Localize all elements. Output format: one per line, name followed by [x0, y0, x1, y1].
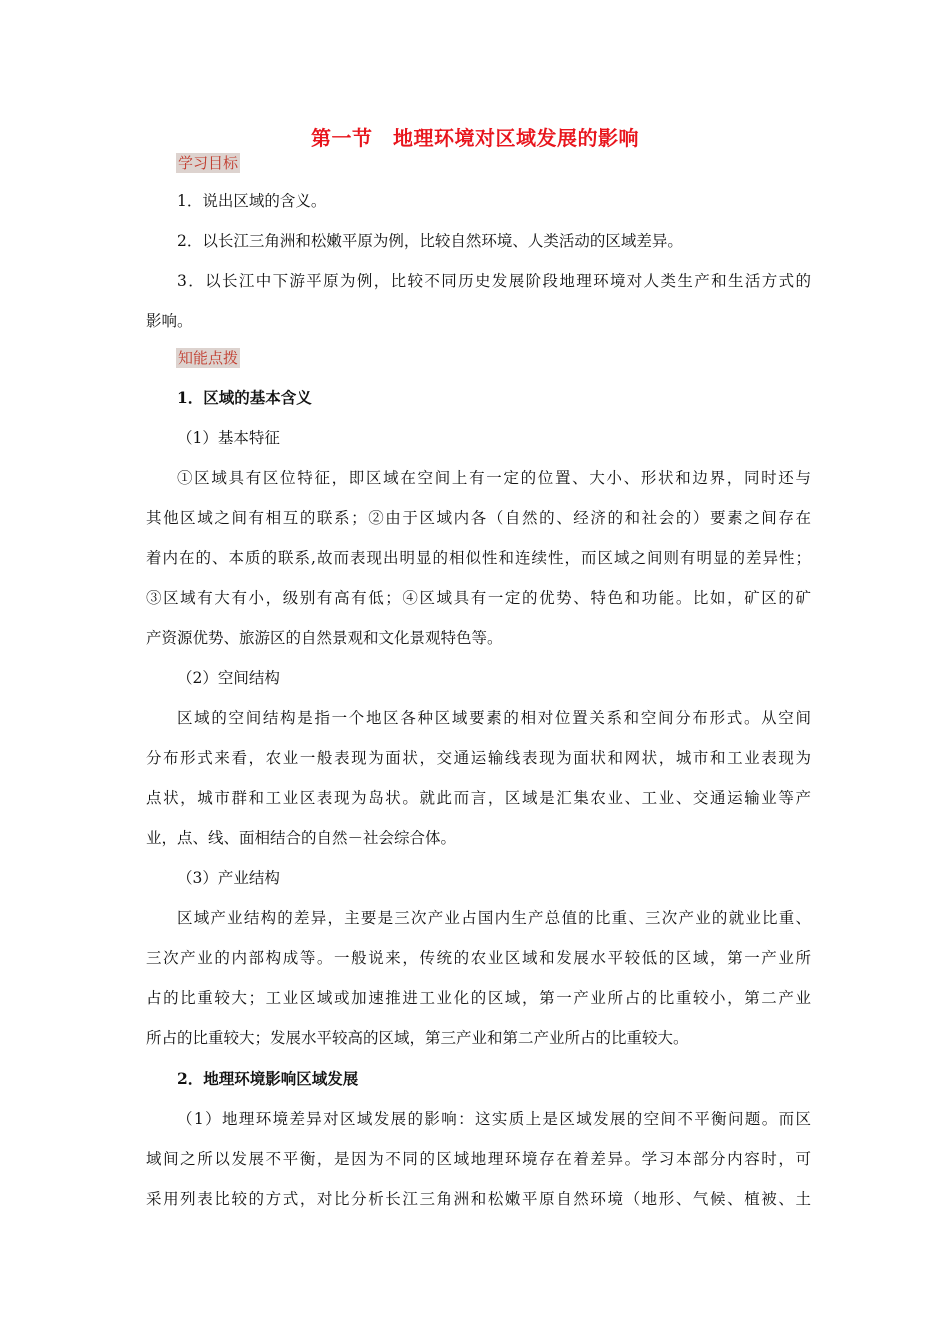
paragraph-line: 分布形式来看，农业一般表现为面状，交通运输线表现为面状和网状，城市和工业表现为 [146, 749, 811, 767]
goal-item: 影响。 [146, 312, 193, 330]
paragraph-line: 着内在的、本质的联系,故而表现出明显的相似性和连续性，而区域之间则有明显的差异性； [146, 549, 811, 567]
paragraph-line: 所占的比重较大；发展水平较高的区域，第三产业和第二产业所占的比重较大。 [146, 1029, 689, 1047]
subheading-spatial-structure: （2）空间结构 [177, 669, 280, 687]
goal-item: 3．以长江中下游平原为例，比较不同历史发展阶段地理环境对人类生产和生活方式的 [177, 272, 811, 290]
paragraph-line: 采用列表比较的方式，对比分析长江三角洲和松嫩平原自然环境（地形、气候、植被、土 [146, 1190, 811, 1208]
paragraph-line: ①区域具有区位特征，即区域在空间上有一定的位置、大小、形状和边界，同时还与 [177, 469, 811, 487]
subheading-industrial-structure: （3）产业结构 [177, 869, 280, 887]
paragraph-line: 点状，城市群和工业区表现为岛状。就此而言，区域是汇集农业、工业、交通运输业等产 [146, 789, 811, 807]
heading-1: 1．区域的基本含义 [177, 388, 312, 407]
paragraph-line: 其他区域之间有相互的联系；②由于区域内各（自然的、经济的和社会的）要素之间存在 [146, 509, 811, 527]
goal-item: 2．以长江三角洲和松嫩平原为例，比较自然环境、人类活动的区域差异。 [177, 232, 683, 250]
section-label-goals: 学习目标 [178, 154, 239, 172]
heading-2: 2．地理环境影响区域发展 [177, 1069, 359, 1088]
paragraph-line: 产资源优势、旅游区的自然景观和文化景观特色等。 [146, 629, 503, 647]
section-label-knowledge: 知能点拨 [178, 349, 239, 367]
goal-item: 1．说出区域的含义。 [177, 192, 327, 210]
paragraph-line: 三次产业的内部构成等。一般说来，传统的农业区域和发展水平较低的区域，第一产业所 [146, 949, 811, 967]
page-title: 第一节 地理环境对区域发展的影响 [311, 126, 639, 150]
subheading-basic-features: （1）基本特征 [177, 429, 280, 447]
paragraph-line: 业，点、线、面相结合的自然－社会综合体。 [146, 829, 457, 847]
paragraph-line: 区域产业结构的差异，主要是三次产业占国内生产总值的比重、三次产业的就业比重、 [177, 909, 811, 927]
paragraph-line: （1）地理环境差异对区域发展的影响：这实质上是区域发展的空间不平衡问题。而区 [177, 1110, 811, 1128]
paragraph-line: ③区域有大有小，级别有高有低；④区域具有一定的优势、特色和功能。比如，矿区的矿 [146, 589, 811, 607]
paragraph-line: 占的比重较大；工业区域或加速推进工业化的区域，第一产业所占的比重较小，第二产业 [146, 989, 811, 1007]
paragraph-line: 区域的空间结构是指一个地区各种区域要素的相对位置关系和空间分布形式。从空间 [177, 709, 811, 727]
paragraph-line: 域间之所以发展不平衡，是因为不同的区域地理环境存在着差异。学习本部分内容时，可 [146, 1150, 811, 1168]
